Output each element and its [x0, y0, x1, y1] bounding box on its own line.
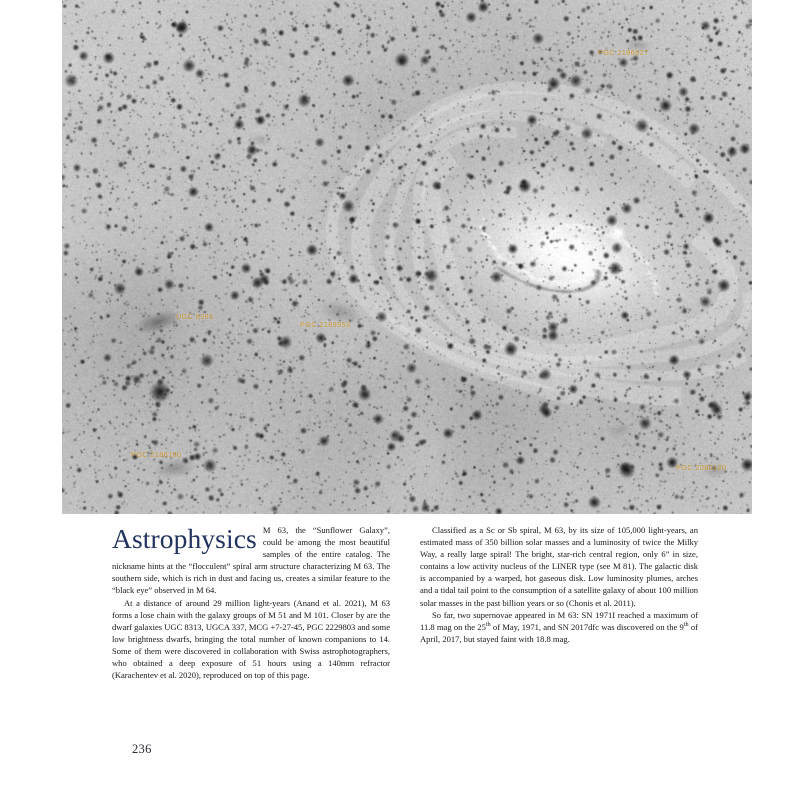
- page-title: Astrophysics: [112, 523, 257, 554]
- paragraph-classification: Classified as a Sc or Sb spiral, M 63, by its size of 105,000 light-years, an estimated mass of 350 billion solar masses and a luminosity of twice the Milky Way, a really large spiral! The bright, star-rich central region, only 6” in size, contains a low activity nucleus of the LINER type (see M 81). The galactic disk is accompanied by a warped, hot gaseous disk. Low luminosity plumes, arches and a tidal tail point to the consumption of a satellite galaxy of about 100 million solar masses in the past billion years or so (Chonis et al. 2011).: [420, 525, 698, 608]
- object-label: PGC 2186180: [131, 450, 182, 459]
- body-column-right: [420, 524, 698, 645]
- object-label: PGC 2196627: [598, 48, 649, 57]
- astrophoto-canvas: [62, 0, 752, 514]
- body-column-left: [112, 524, 390, 681]
- paragraph-distance: At a distance of around 29 million light-years (Anand et al. 2021), M 63 forms a lose chain with the galaxy groups of M 51 and M 101. Closer by are the dwarf galaxies UGC 8313, UGCA 337, MCG +7-27-45, PGC 2229803 and some low brightness dwarfs, bringing the total number of known companions to 14. Some of them were discovered in collaboration with Swiss astrophotographers, who obtained a deep exposure of 51 hours using a 140mm refractor (Karachentev et al. 2020), reproduced on top of this page.: [112, 597, 390, 681]
- ordinal-suffix-2: th: [683, 620, 689, 628]
- supernova-text-part2: of May, 1971, and SN 2017dfc was discovered on the 9: [490, 621, 684, 632]
- object-label: PGC 2080120: [676, 463, 727, 472]
- object-label: UGC 8365: [176, 312, 214, 321]
- ordinal-suffix-1: th: [485, 620, 491, 628]
- object-label: PGC 2189953: [300, 320, 351, 329]
- astrophoto-m63: [62, 0, 752, 514]
- paragraph-supernovae: [420, 609, 698, 645]
- paragraph-intro: [112, 524, 390, 597]
- page-number: 236: [132, 742, 152, 756]
- supernova-text-part1: So far, two supernovae appeared in M 63: SN 1971I reached a maximum of 11.8 mag on the 25: [420, 609, 698, 632]
- supernova-text-part3: of April, 2017, but stayed faint with 18.8 mag.: [420, 621, 699, 644]
- paragraph-intro-text: M 63, the “Sunflower Galaxy”, could be among the most beautiful samples of the entire catalog. The nickname hints at the “flocculent” spiral arm structure characterizing M 63. The southern side, which is rich in dust and facing us, creates a similar feature to the “black eye” observed in M 64.: [112, 525, 390, 596]
- article-body: [112, 524, 698, 724]
